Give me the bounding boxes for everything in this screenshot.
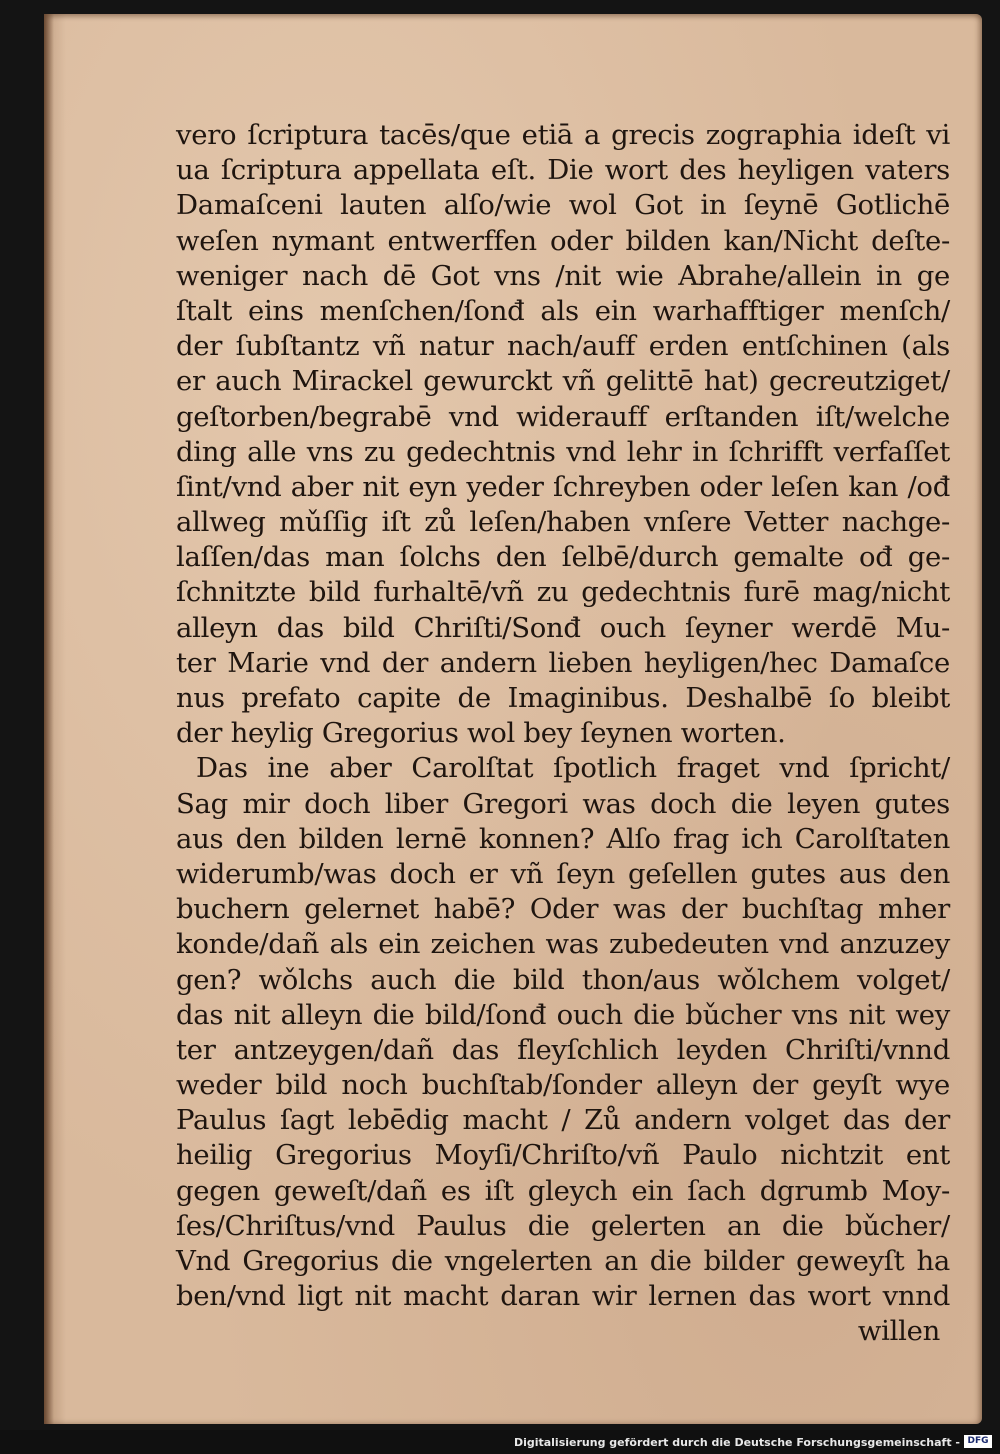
page-text-block: [176, 118, 950, 1350]
text-line: ter Marie vnd der andern lieben heyligen/hec Damaſce: [176, 646, 950, 679]
text-line: ſint/vnd aber nit eyn yeder ſchreyben oder leſen kan /ođ: [176, 470, 950, 503]
text-line: ſes/Chriſtus/vnd Paulus die gelerten an die bǔcher/: [176, 1209, 950, 1242]
text-line: Das ine aber Carolſtat ſpotlich fraget vnd ſpricht/: [196, 752, 950, 785]
text-line: aus den bilden lernē konnen? Alſo frag ich Carolſtaten: [176, 822, 950, 855]
text-line: gen? wǒlchs auch die bild thon/aus wǒlchem volget/: [176, 963, 950, 996]
text-line: Sag mir doch liber Gregori was doch die leyen gutes: [176, 787, 950, 820]
text-line: ſchnitzte bild furhaltē/vñ zu gedechtnis furē mag/nicht: [176, 576, 950, 609]
text-line: ſtalt eins menſchen/ſonđ als ein warhafftiger menſch/: [176, 294, 950, 327]
text-line: der ſubſtantz vñ natur nach/auff erden entſchinen (als: [176, 330, 950, 363]
text-line: ter antzeygen/dañ das fleyſchlich leyden Chriſti/vnnd: [176, 1033, 950, 1066]
text-line: allweg mǔſſig iſt zů leſen/haben vnſere Vetter nachge-: [176, 506, 950, 539]
page-gutter-shadow: [44, 14, 54, 1424]
text-line: weniger nach dē Got vns /nit wie Abrahe/allein in ge: [176, 259, 950, 292]
text-line: buchern gelernet habē? Oder was der buchſtag mher: [176, 893, 950, 926]
text-line: er auch Mirackel gewurckt vñ gelittē hat) gecreutziget/: [176, 365, 950, 398]
footer-credit: Digitalisierung gefördert durch die Deutsche Forschungsgemeinschaft -: [513, 1436, 960, 1449]
catchword: willen: [857, 1315, 940, 1348]
text-line: nus prefato capite de Imaginibus. Deshalbē ſo bleibt: [176, 682, 950, 714]
text-line: alleyn das bild Chriſti/Sonđ ouch ſeyner werdē Mu-: [176, 611, 950, 644]
text-line: gegen geweſt/dañ es iſt gleych ein ſach dgrumb Moy-: [176, 1174, 950, 1207]
text-line: geſtorben/begrabē vnd widerauff erſtanden iſt/welche: [176, 400, 950, 433]
dfg-logo: DFG: [964, 1435, 992, 1448]
text-line: heilig Gregorius Moyſi/Chriſto/vñ Paulo nichtzit ent: [176, 1139, 950, 1172]
text-line: Damaſceni lauten alſo/wie wol Got in ſeynē Gotlichē: [176, 189, 950, 222]
text-line: das nit alleyn die bild/ſonđ ouch die bǔcher vns nit wey: [176, 998, 950, 1031]
text-line: Vnd Gregorius die vngelerten an die bilder geweyſt ha: [176, 1245, 950, 1277]
text-line: ua ſcriptura appellata eſt. Die wort des heyligen vaters: [176, 154, 950, 187]
text-line: Paulus ſagt lebēdig macht / Zů andern volget das der: [176, 1104, 950, 1137]
text-line: ding alle vns zu gedechtnis vnd lehr in ſchrifft verfaſſet: [176, 435, 950, 468]
text-line: ben/vnd ligt nit macht daran wir lernen das wort vnnd: [176, 1280, 950, 1313]
text-line: der heylig Gregorius wol bey ſeynen worten.: [176, 717, 786, 750]
text-line: weder bild noch buchſtab/ſonder alleyn der geyſt wye: [176, 1069, 950, 1102]
text-line: widerumb/was doch er vñ ſeyn geſellen gutes aus den: [176, 857, 950, 890]
text-line: weſen nymant entwerffen oder bilden kan/Nicht deſte-: [176, 224, 950, 257]
text-line: konde/dañ als ein zeichen was zubedeuten vnd anzuzey: [176, 928, 950, 961]
text-line: laſſen/das man ſolchs den ſelbē/durch gemalte ođ ge-: [176, 541, 950, 574]
text-line: vero ſcriptura tacēs/que etiā a grecis zographia ideſt vi: [176, 119, 950, 151]
